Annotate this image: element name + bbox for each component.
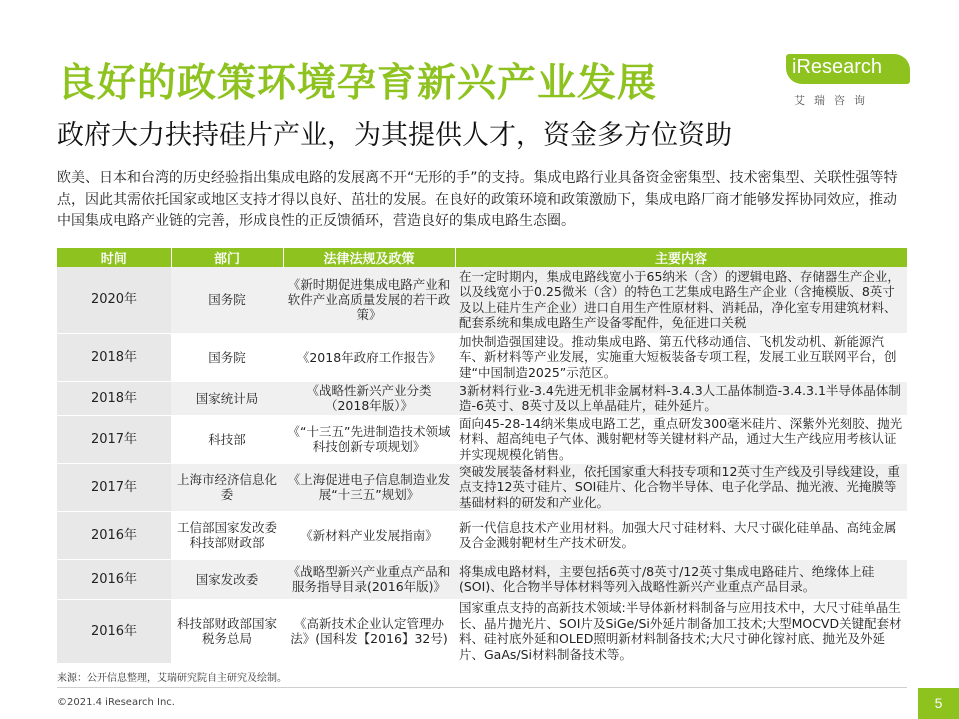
cell-year: 2016年	[57, 511, 171, 559]
policy-table	[57, 248, 908, 664]
intro-paragraph: 欧美、日本和台湾的历史经验指出集成电路的发展离不开“无形的手”的支持。集成电路行业具备资金密集型、技术密集型、关联性强等特点，因此其需依托国家或地区支持才得以良好、茁壮的发展。在良好的政策环境和政策激励下，集成电路厂商才能够发挥协同效应，推动中国集成电路产业链的完善，形成良性的正反馈循环，营造良好的集成电路生态圈。	[57, 170, 898, 229]
cell-law: 《上海促进电子信息制造业发展“十三五”规划》	[283, 463, 455, 511]
page-subtitle: 政府大力扶持硅片产业，为其提供人才，资金多方位资助	[57, 120, 732, 151]
cell-law: 《“十三五”先进制造技术领域科技创新专项规划》	[283, 415, 455, 463]
cell-dept: 工信部国家发改委科技部财政部	[171, 511, 283, 559]
cell-dept: 科技部	[171, 415, 283, 463]
table-row	[57, 599, 907, 663]
header-content: 主要内容	[455, 248, 907, 267]
cell-content: 3新材料行业-3.4先进无机非金属材料-3.4.3人工晶体制造-3.4.3.1半导体晶体制造-6英寸、8英寸及以上单晶硅片，硅外延片。	[455, 381, 907, 415]
cell-content: 突破发展装备材料业，依托国家重大科技专项和12英寸生产线及引导线建设，重点支持12英寸硅片、SOI硅片、化合物半导体、电子化学品、抛光液、光掩膜等基础材料的研发和产业化。	[455, 463, 907, 511]
cell-year: 2017年	[57, 463, 171, 511]
cell-dept: 国务院	[171, 267, 283, 333]
cell-content: 在一定时期内，集成电路线宽小于65纳米（含）的逻辑电路、存储器生产企业，以及线宽小于0.25微米（含）的特色工艺集成电路生产企业（含掩模版、8英寸及以上硅片生产企业）进口自用生产性原材料、消耗品，净化室专用建筑材料、配套系统和集成电路生产设备零配件，免征进口关税	[455, 267, 907, 333]
copyright: ©2021.4 iResearch Inc.	[57, 697, 175, 708]
iresearch-logo	[786, 40, 916, 110]
cell-year: 2020年	[57, 267, 171, 333]
cell-dept: 上海市经济信息化委	[171, 463, 283, 511]
cell-year: 2018年	[57, 381, 171, 415]
table-row	[57, 333, 907, 381]
logo-name: iResearch	[792, 56, 883, 78]
table-header-row	[57, 248, 907, 267]
cell-year: 2018年	[57, 333, 171, 381]
cell-year: 2017年	[57, 415, 171, 463]
header-dept: 部门	[171, 248, 283, 267]
cell-law: 《新时期促进集成电路产业和软件产业高质量发展的若干政策》	[283, 267, 455, 333]
page-title: 良好的政策环境孕育新兴产业发展	[57, 61, 658, 106]
cell-law: 《高新技术企业认定管理办法》(国科发【2016】32号)	[283, 599, 455, 663]
table-row	[57, 559, 907, 599]
header-time: 时间	[57, 248, 171, 267]
cell-law: 《战略性新兴产业分类（2018年版）》	[283, 381, 455, 415]
cell-dept: 国务院	[171, 333, 283, 381]
cell-law: 《新材料产业发展指南》	[283, 511, 455, 559]
table-row	[57, 267, 907, 333]
cell-dept: 国家统计局	[171, 381, 283, 415]
cell-content: 将集成电路材料，主要包括6英寸/8英寸/12英寸集成电路硅片、绝缘体上硅(SOI)、化合物半导体材料等列入战略性新兴产业重点产品目录。	[455, 559, 907, 599]
cell-dept: 国家发改委	[171, 559, 283, 599]
cell-year: 2016年	[57, 559, 171, 599]
table-row	[57, 381, 907, 415]
source-note: 来源：公开信息整理，艾瑞研究院自主研究及绘制。	[57, 673, 287, 684]
cell-content: 加快制造强国建设。推动集成电路、第五代移动通信、飞机发动机、新能源汽车、新材料等产业发展，实施重大短板装备专项工程，发展工业互联网平台，创建“中国制造2025”示范区。	[455, 333, 907, 381]
cell-content: 面向45-28-14纳米集成电路工艺，重点研发300毫米硅片、深紫外光刻胶、抛光材料、超高纯电子气体、溅射靶材等关键材料产品，通过大生产线应用考核认证并实现规模化销售。	[455, 415, 907, 463]
table-row	[57, 511, 907, 559]
cell-content: 新一代信息技术产业用材料。加强大尺寸硅材料、大尺寸碳化硅单晶、高纯金属及合金溅射靶材生产技术研发。	[455, 511, 907, 559]
cell-year: 2016年	[57, 599, 171, 663]
page-number: 5	[918, 688, 959, 719]
header-law: 法律法规及政策	[283, 248, 455, 267]
cell-dept: 科技部财政部国家税务总局	[171, 599, 283, 663]
table-row	[57, 463, 907, 511]
table-row	[57, 415, 907, 463]
cell-content: 国家重点支持的高新技术领域:半导体新材料制备与应用技术中，大尺寸硅单晶生长、晶片抛光片、SOI片及SiGe/Si外延片制备加工技术;大型MOCVD关键配套材料、硅衬底外延和OLED照明新材料制备技术;大尺寸砷化镓衬底、抛光及外延片、GaAs/Si材料制备技术等。	[455, 599, 907, 663]
cell-law: 《战略型新兴产业重点产品和服务指导目录(2016年版)》	[283, 559, 455, 599]
logo-cn: 艾瑞咨询	[794, 94, 874, 107]
cell-law: 《2018年政府工作报告》	[283, 333, 455, 381]
footer-divider	[57, 687, 907, 688]
